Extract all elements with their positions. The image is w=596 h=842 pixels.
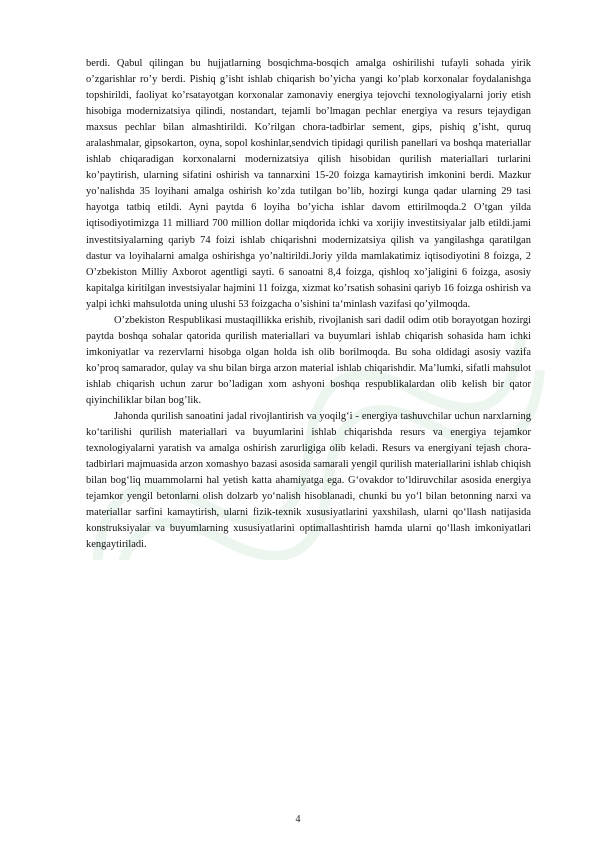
paragraph-1: berdi. Qabul qilingan bu hujjatlarning bosqichma-bosqich amalga oshirilishi tufayli sohada yirik o’zgarishlar ro’y berdi. Pishiq g’isht ishlab chiqarish bo’yicha yangi ko’plab korxonalar foydalanishga topshirildi, faoliyat ko’rsatayotgan korxonalar zamonaviy energiya tejovchi texnologiyalarni joriy etish hisobiga modernizatsiya qilindi, nostandart, tejamli bo’lmagan pechlar energiya va resurs tejaydigan maxsus pechlar bilan almashtirildi. Ko’rilgan chora-tadbirlar sement, gips, pishiq g’isht, quruq aralashmalar, gipsokarton, oyna, sopol koshinlar,sendvich tipidagi qurilish panellari va boshqa materiallar ishlab chiqaradigan korxonalarni modernizatsiya qilish hisobidan qurilish materiallari turlarini ko’paytirish, ularning sifatini oshirish va tannarxini 15-20 foizga kamaytirish imkonini berdi. Mazkur yo’nalishda 35 loyihani amalga oshirish ko’zda tutilgan bo’lib, hozirgi kunga qadar ularning 29 tasi hayotga tatbiq etildi. Ayni paytda 6 loyiha bo’yicha ishlar davom ettirilmoqda.2 O’tgan yilda iqtisodiyotimizga 11 milliard 700 million dollar miqdorida ichki va xorijiy investitsiyalar jalb etildi.jami investitsiyalarning qariyb 74 foizi ishlab chiqarishni modernizatsiya qilish va yangilashga qaratilgan dastur va loyihalarni amalga oshirishga yo’naltirildi.Joriy yilda mamlakatimiz iqtisodiyotini 8 foizga, 2 O’zbekiston Milliy Axborot agentligi sayti. 6 sanoatni 8,4 foizga, qishloq xo’jaligini 6 foizga, asosiy kapitalga kiritilgan investsiyalar hajmini 11 foizga, xizmat ko’rsatish sohasini qariyb 16 foizga oshirish va yalpi ichki mahsulotda uning ulushi 53 foizgacha o’sishini ta‘minlash vazifasi qo’yilmoqda. (86, 58, 531, 310)
paragraph-2: O’zbekiston Respublikasi mustaqillikka erishib, rivojlanish sari dadil odim otib borayotgan hozirgi paytda boshqa sohalar qatorida qurilish materiallari va buyumlari ishlab chiqarish sohasida ham ichki imkoniyatlar va rezervlarni hisobga olgan holda ish olib borilmoqda. Bu soha oldidagi asosiy vazifa ko’proq samarador, qulay va shu bilan birga arzon material ishlab chiqarishdir. Ma’lumki, sifatli mahsulot ishlab chiqarish uchun zarur bo’ladigan xom ashyoni boshqa respublikalardan olib kelish bir qator qiyinchiliklar bilan bog’lik. (86, 314, 531, 406)
document-page (86, 56, 531, 553)
page-number: 4 (295, 814, 301, 825)
paragraph-3: Jahonda qurilish sanoatini jadal rivojlantirish va yoqilg‘i - energiya tashuvchilar uchun narxlarning ko‘tarilishi qurilish materiallari va buyumlarini ishlab chiqarishda resurs va energiya tejamkor texnologiyalarni yaratish va amalga oshirish zarurligiga olib keladi. Resurs va energiyani tejash chora-tadbirlari majmuasida arzon xomashyo bazasi asosida samarali yengil qurilish materiallarini ishlab chiqish bilan bog‘liq muammolarni hal yetish katta ahamiyatga ega. G‘ovakdor to‘ldiruvchilar asosida energiya tejamkor yengil betonlarni olish dolzarb yo‘nalish hisoblanadi, chunki bu yo‘l bilan betonning narxi va materiallar sarfini kamaytirish, ularni fizik-texnik xususiyatlarini yaxshilash, ularni qo‘llash natijasida konstruksiyalar va buyumlarning xususiyatlarini optimallashtirish hamda ularni qo‘llash imkoniyatlari kengaytiriladi. (86, 411, 531, 551)
